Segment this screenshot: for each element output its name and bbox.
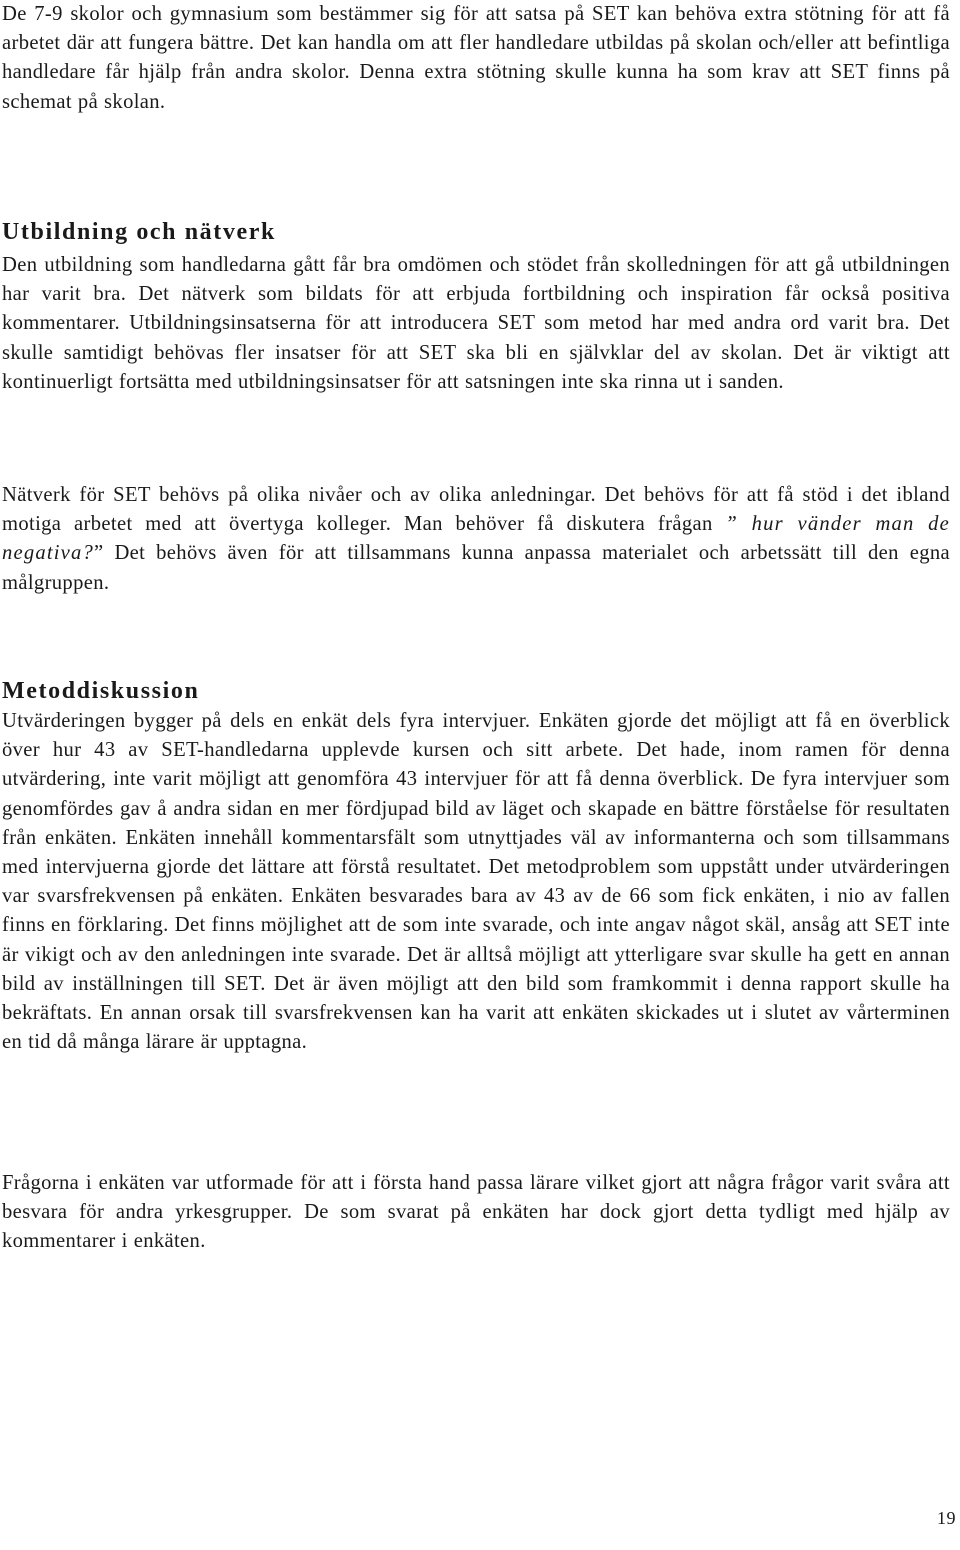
utbildning-paragraph-2 xyxy=(2,481,950,598)
utbildning-paragraph-2-start: Nätverk för SET behövs på olika nivåer och av olika anledningar. Det behövs för att få stöd i det ibland motiga arbetet med att övertyga kolleger. Man behöver få diskutera frågan xyxy=(2,484,950,536)
page-number: 19 xyxy=(937,1508,956,1528)
utbildning-paragraph-2-end: ” Det behövs även för att tillsammans kunna anpassa materialet och arbetssätt till den egna målgruppen. xyxy=(2,542,950,594)
intro-paragraph: De 7-9 skolor och gymnasium som bestämmer sig för att satsa på SET kan behöva extra stötning för att få arbetet där att fungera bättre. Det kan handla om att fler handledare utbildas på skolan och/eller att befintliga handledare får hjälp från andra skolor. Denna extra stötning skulle kunna ha som krav att SET finns på schemat på skolan. xyxy=(2,3,950,113)
metoddiskussion-paragraph-2: Frågorna i enkäten var utformade för att i första hand passa lärare vilket gjort att några frågor varit svåra att besvara för andra yrkesgrupper. De som svarat på enkäten har dock gjort detta tydligt med hjälp av kommentarer i enkäten. xyxy=(2,1172,950,1253)
metoddiskussion-paragraph-1: Utvärderingen bygger på dels en enkät dels fyra intervjuer. Enkäten gjorde det möjligt att få en överblick över hur 43 av SET-handledarna upplevde kursen och sitt arbete. Det hade, inom ramen för denna utvärdering, inte varit möjligt att genomföra 43 intervjuer för att få denna överblick. De fyra intervjuer som genomfördes gav å andra sidan en mer fördjupad bild av läget och skapade en bättre förståelse för resultaten från enkäten. Enkäten innehåll kommentarsfält som utnyttjades väl av informanterna och som tillsammans med intervjuerna gjorde det lättare att förstå resultatet. Det metodproblem som uppstått under utvärderingen var svarsfrekvensen på enkäten. Enkäten besvarades bara av 43 av de 66 som fick enkäten, i nio av fallen finns en förklaring. Det finns möjlighet att de som inte svarade, och inte angav något skäl, ansåg att SET inte är vikigt och av den anledningen inte svarade. Det är alltså möjligt att ytterligare svar skulle ha gett en annan bild av inställningen till SET. Det är även möjligt att den bild som framkommit i denna rapport skulle ha bekräftats. En annan orsak till svarsfrekvensen kan ha varit att enkäten skickades ut i slutet av vårterminen en tid då många lärare är upptagna. xyxy=(2,710,950,1054)
utbildning-paragraph-1: Den utbildning som handledarna gått får bra omdömen och stödet från skolledningen för att gå utbildningen har varit bra. Det nätverk som bildats för att erbjuda fortbildning och inspiration får också positiva kommentarer. Utbildningsinsatserna för att introducera SET som metod har med andra ord varit bra. Det skulle samtidigt behövas fler insatser för att SET ska bli en självklar del av skolan. Det är viktigt att kontinuerligt fortsätta med utbildningsinsatser för att satsningen inte ska rinna ut i sanden. xyxy=(2,254,950,393)
utbildning-paragraph-2-quote: ” hur vänder man de negativa? xyxy=(2,513,950,565)
section-heading-metoddiskussion: Metoddiskussion xyxy=(2,678,200,704)
section-heading-utbildning: Utbildning och nätverk xyxy=(2,219,276,245)
